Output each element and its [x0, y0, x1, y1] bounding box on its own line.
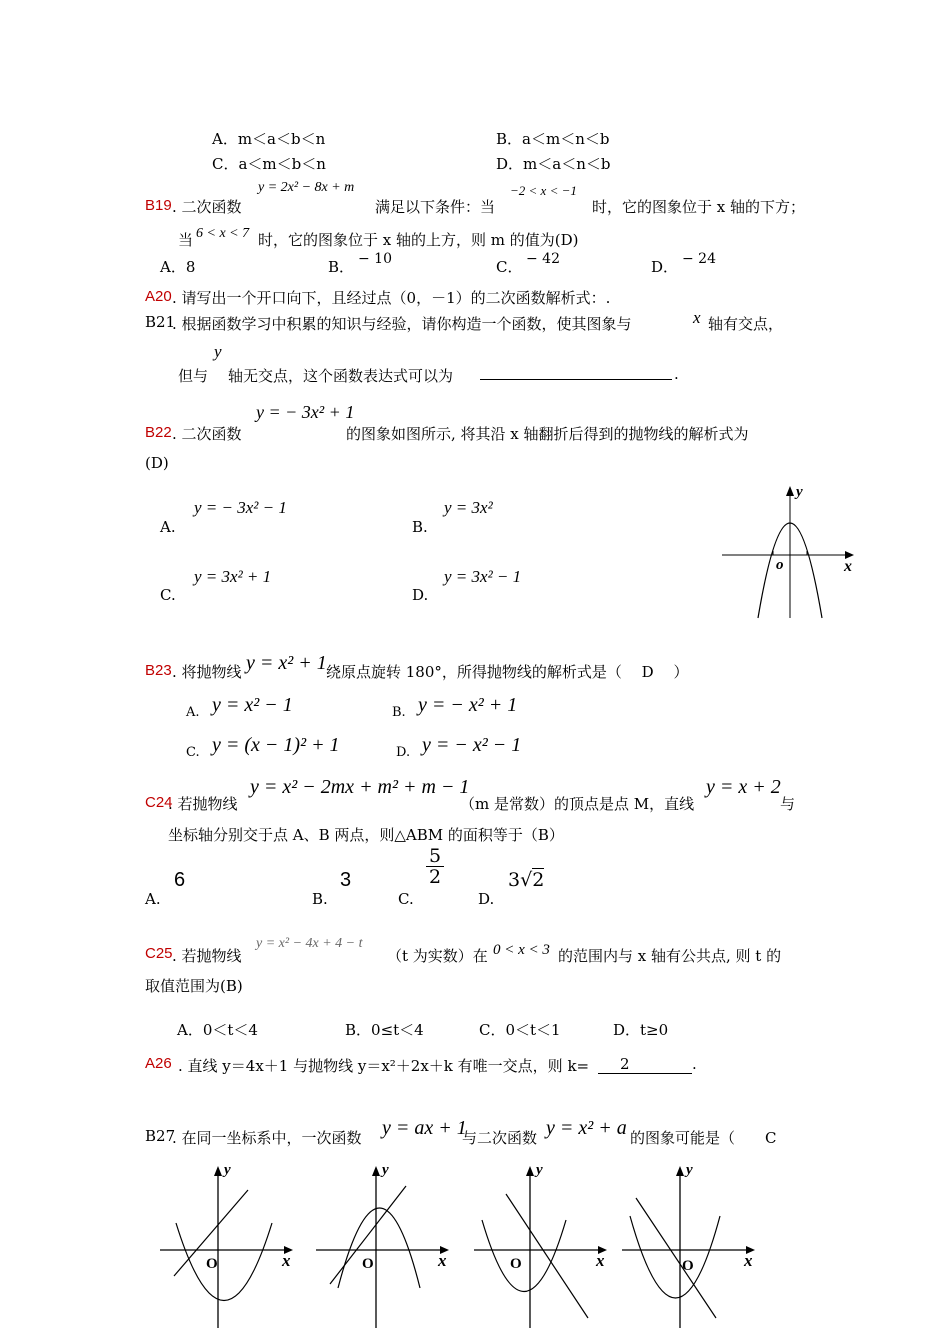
q19-label: B19: [145, 197, 172, 214]
q22-graph-y-label: y: [796, 484, 803, 500]
q27-graph-b: [314, 1158, 454, 1328]
q19-formula: y = 2x² − 8x + m: [258, 180, 355, 195]
q26-label: A26: [145, 1055, 172, 1072]
q18-option-c: C．a＜m＜b＜n: [212, 155, 326, 173]
q24-text1: . 若抛物线: [168, 795, 238, 813]
q27-label: B27: [145, 1127, 176, 1145]
q24-option-c: C.: [398, 890, 414, 908]
q19-option-a: A．8: [160, 258, 196, 276]
q21-label: B21: [145, 313, 176, 331]
q25-line2: 取值范围为(B): [145, 977, 243, 995]
q26-end: .: [692, 1055, 697, 1073]
q27-formula1: y = ax + 1: [382, 1117, 467, 1139]
q19-line2-post: 时，它的图象位于 x 轴的上方，则 m 的值为(D): [258, 231, 579, 249]
q22-answer: (D): [145, 454, 169, 472]
q27-formula2: y = x² + a: [546, 1117, 627, 1139]
q23-text2: 绕原点旋转 180°，所得抛物线的解析式是（ D ）: [326, 663, 689, 681]
q18-option-a: A．m＜a＜b＜n: [212, 130, 326, 148]
q27a-origin-label: O: [206, 1256, 218, 1272]
q21-text2: 轴有交点，: [708, 315, 784, 333]
q23-option-d: D.: [396, 745, 411, 760]
q19-option-c: C．: [496, 258, 523, 276]
q22-option-b: B.: [412, 518, 428, 536]
q26-answer: 2: [620, 1055, 630, 1073]
q21-line2-pre: 但与: [178, 367, 209, 385]
q23-label: B23: [145, 662, 172, 679]
q23-formula: y = x² + 1: [246, 652, 327, 674]
q19-text2: 满足以下条件：当: [375, 198, 496, 216]
q19-option-b-value: − 10: [358, 251, 392, 267]
q25-label: C25: [145, 945, 173, 962]
q22-label: B22: [145, 424, 172, 441]
q24-option-c-fraction: [426, 846, 444, 887]
q25-range: 0 < x < 3: [493, 942, 550, 958]
q22-option-d: D.: [412, 586, 429, 604]
q23-option-d-formula: y = − x² − 1: [422, 734, 522, 756]
q27d-line: [636, 1198, 716, 1318]
q24-label: C24: [145, 794, 173, 811]
q24-option-c-denominator: 2: [426, 866, 444, 887]
q24-text3: 与: [780, 795, 796, 813]
q25-option-a: A．0＜t＜4: [177, 1021, 258, 1039]
q22-option-b-formula: y = 3x²: [444, 498, 493, 517]
q22-y-arrow: [786, 486, 794, 496]
q27c-origin-label: O: [510, 1256, 522, 1272]
q18-option-b: B．a＜m＜n＜b: [496, 130, 610, 148]
q23-option-a: A.: [186, 705, 200, 720]
q26-text1: . 直线 y＝4x＋1 与抛物线 y＝x²＋2x＋k 有唯一交点，则 k=: [178, 1057, 590, 1075]
q24-sqrt-sign: √: [520, 869, 533, 891]
q23-option-a-formula: y = x² − 1: [212, 694, 293, 716]
q23-option-c: C.: [186, 745, 200, 760]
q19-range1: −2 < x < −1: [510, 183, 577, 198]
q27a-parabola: [176, 1223, 272, 1301]
q27d-y-label: y: [686, 1162, 693, 1178]
q22-option-a: A.: [160, 518, 176, 536]
q25-option-b: B．0≤t＜4: [345, 1021, 424, 1039]
q23-option-b-formula: y = − x² + 1: [418, 694, 518, 716]
q21-line2-post: 轴无交点，这个函数表达式可以为: [228, 367, 454, 385]
q27b-y-label: y: [382, 1162, 389, 1178]
q26-answer-blank[interactable]: [598, 1055, 692, 1074]
q24-line-formula: y = x + 2: [706, 776, 781, 798]
q27c-x-label: x: [596, 1251, 605, 1270]
q24-option-d-value: [508, 869, 544, 891]
q27-text1: . 在同一坐标系中，一次函数: [172, 1129, 362, 1147]
q21-x-var: x: [693, 308, 701, 327]
q27-text3: 的图象可能是（ C: [630, 1129, 777, 1147]
q25-text1: . 若抛物线: [172, 947, 242, 965]
q23-option-c-formula: y = (x − 1)² + 1: [212, 734, 340, 756]
q22-graph-x-label: x: [844, 558, 852, 575]
q22-graph-origin-label: o: [776, 557, 784, 573]
q25-option-d: D．t≥0: [613, 1021, 669, 1039]
q27a-y-label: y: [224, 1162, 231, 1178]
q19-text3: 时，它的图象位于 x 轴的下方；: [592, 198, 805, 216]
q19-line2-pre: 当: [178, 231, 194, 249]
q21-answer-blank[interactable]: [480, 365, 672, 384]
q22-text2: 的图象如图所示, 将其沿 x 轴翻折后得到的抛物线的解析式为: [346, 425, 749, 443]
q22-option-c: C.: [160, 586, 176, 604]
q21-text1: . 根据函数学习中积累的知识与经验，请你构造一个函数，使其图象与: [172, 315, 632, 333]
q27b-origin-label: O: [362, 1256, 374, 1272]
q19-range2: 6 < x < 7: [196, 226, 250, 241]
q20-text: . 请写出一个开口向下，且经过点（0，－1）的二次函数解析式：.: [172, 289, 611, 307]
q24-option-d-radicand: 2: [532, 869, 545, 891]
q24-option-d-coefficient: 3: [508, 869, 521, 891]
q27a-x-label: x: [282, 1251, 291, 1270]
q24-option-c-numerator: 5: [428, 845, 442, 867]
q22-option-c-formula: y = 3x² + 1: [194, 567, 272, 586]
q18-option-d: D．m＜a＜n＜b: [496, 155, 611, 173]
q27d-origin-label: O: [682, 1258, 694, 1274]
q27-graph-a: [158, 1158, 298, 1328]
q23-text1: . 将抛物线: [172, 663, 242, 681]
q22-option-d-formula: y = 3x² − 1: [444, 567, 522, 586]
q19-text1: . 二次函数: [172, 198, 242, 216]
q24-line2: 坐标轴分别交于点 A、B 两点，则△ABM 的面积等于（B）: [168, 826, 564, 844]
q23-option-b: B.: [392, 705, 406, 720]
q27-graph-d: [620, 1158, 760, 1328]
q19-option-d-value: − 24: [682, 251, 716, 267]
q22-option-a-formula: y = − 3x² − 1: [194, 498, 287, 517]
q22-text1: . 二次函数: [172, 425, 242, 443]
q24-option-d: D.: [478, 890, 495, 908]
q27c-parabola: [482, 1220, 566, 1292]
q27b-x-label: x: [438, 1251, 447, 1270]
q24-text2: （m 是常数）的顶点是点 M，直线: [460, 795, 695, 813]
q27-graph-c: [472, 1158, 612, 1328]
q19-option-b: B．: [328, 258, 355, 276]
q19-option-d: D．: [651, 258, 679, 276]
q24-option-a-value: 6: [174, 869, 186, 891]
q20-label: A20: [145, 288, 172, 305]
q21-line2-end: .: [674, 365, 679, 383]
q27-text2: 与二次函数: [462, 1129, 538, 1147]
q25-text2: （t 为实数）在: [387, 947, 488, 965]
q25-option-c: C．0＜t＜1: [479, 1021, 561, 1039]
q25-formula: y = x² − 4x + 4 − t: [256, 936, 363, 951]
q21-y-var: y: [214, 342, 222, 361]
q19-option-c-value: − 42: [526, 251, 560, 267]
q24-option-b: B.: [312, 890, 328, 908]
q24-option-a: A.: [145, 890, 161, 908]
q27d-x-label: x: [744, 1251, 753, 1270]
q24-option-b-value: 3: [340, 869, 352, 891]
q25-text3: 的范围内与 x 轴有公共点, 则 t 的: [558, 947, 782, 965]
q27c-y-label: y: [536, 1162, 543, 1178]
q22-parabola-graph: [718, 478, 868, 626]
q24-formula: y = x² − 2mx + m² + m − 1: [250, 776, 470, 798]
q22-formula: y = − 3x² + 1: [256, 402, 355, 422]
